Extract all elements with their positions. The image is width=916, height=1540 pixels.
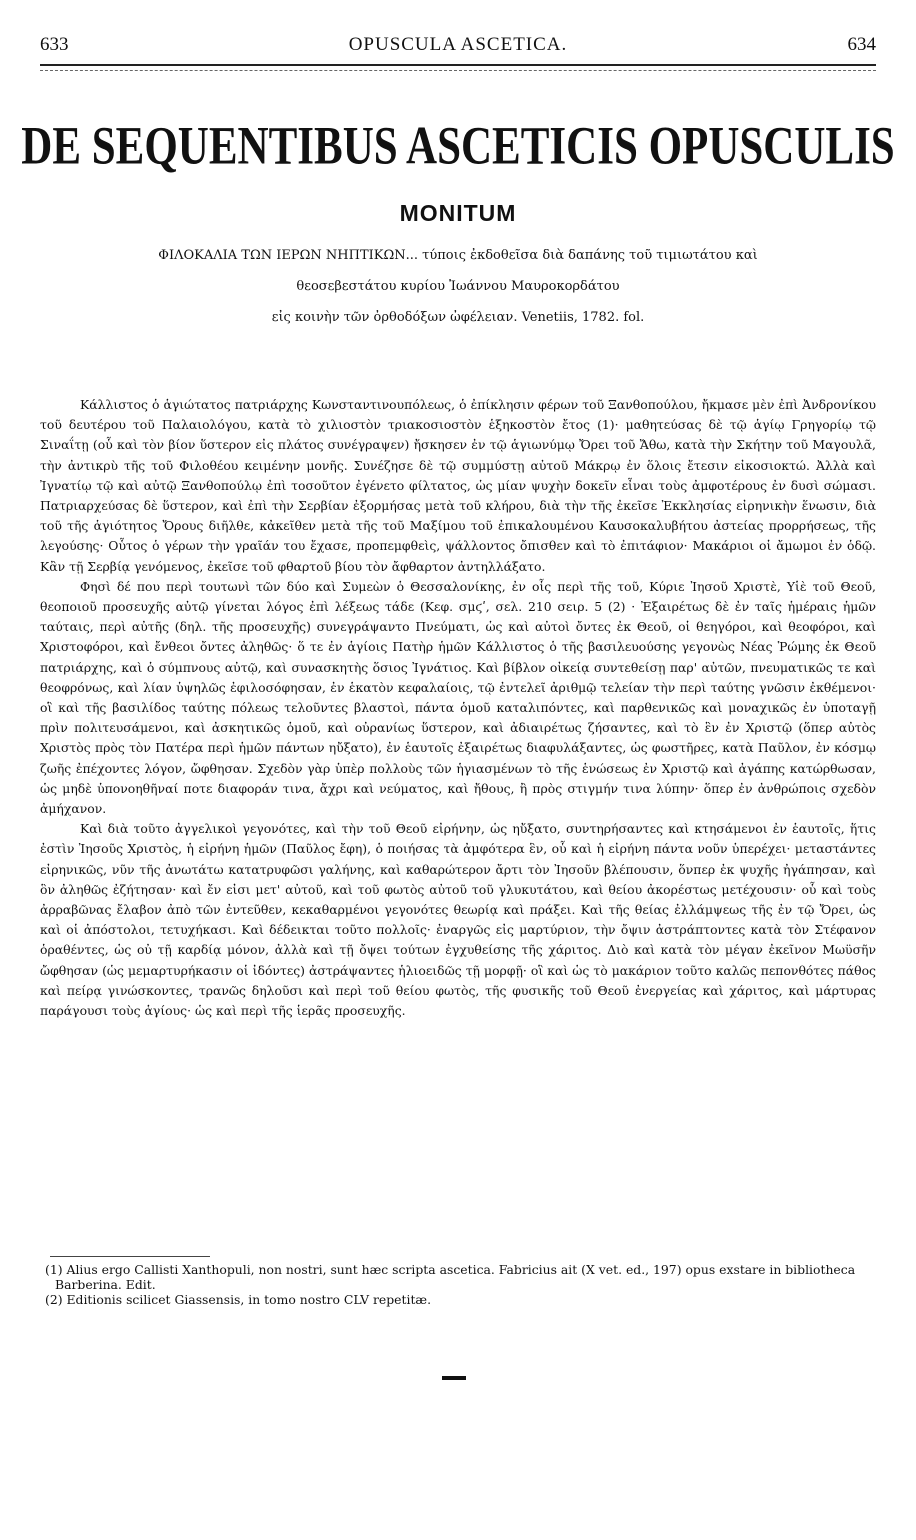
bibliographic-subtitle [70, 240, 846, 333]
end-mark [442, 1376, 466, 1380]
paragraph-2: Φησὶ δέ που περὶ τουτωνὶ τῶν δύο καὶ Συμεὼν ὁ Θεσσαλονίκης, ἐν οἷς περὶ τῆς τοῦ, Κύριε Ἰησοῦ Χριστὲ, Υἱὲ τοῦ Θεοῦ, θεοποιοῦ προσευχῆς αὐτῷ γίνεται λόγος ἐπὶ λέξεως τάδε (Κεφ. σμϛʹ, σελ. 210 σειρ. 5 (2) · Ἐξαιρέτως δὲ ἐν ταῖς ἡμέραις ἡμῶν ταύταις, περὶ αὐτῆς (δηλ. τῆς προσευχῆς) συνεγράψαντο Πνεύματι, ὡς καὶ αὐτοὶ ὄντες ἐκ Θεοῦ, οἱ θεηγόροι, καὶ θεοφόροι, καὶ Χριστοφόροι, καὶ ἔνθεοι ὄντες ἀληθῶς· ὅ τε ἐν ἁγίοις Πατὴρ ἡμῶν Κάλλιστος ὁ τῆς βασιλευούσης γεγονὼς Νέας Ῥώμης ἐκ Θεοῦ πατριάρχης, καὶ ὁ σύμπνους αὐτῷ, καὶ συνασκητὴς ὅσιος Ἰγνάτιος. Καὶ βίβλον οἰκείᾳ συντεθείσῃ παρ' αὐτῶν, πνευματικῶς τε καὶ θεοφρόνως, καὶ λίαν ὑψηλῶς ἐφιλοσόφησαν, ἐν ἑκατὸν κεφαλαίοις, τῷ ἐντελεῖ ἀριθμῷ τελείαν τὴν περὶ ταύτης γνῶσιν ἐκθέμενοι· οἳ καὶ τῆς βασιλίδος ταύτης πόλεως τελοῦντες βλαστοὶ, πάντα ὁμοῦ καταλιπόντες, καὶ παρθενικῶς καὶ μοναχικῶς ἐν ὑποταγῇ πρὶν πολιτευσάμενοι, καὶ ἀσκητικῶς ὁμοῦ, καὶ οὐρανίως ὕστερον, καὶ ἀδιαιρέτως ζήσαντες, καὶ τὸ ἓν ἐν Χριστῷ (ὅπερ αὐτὸς Χριστὸς πρὸς τὸν Πατέρα περὶ ἡμῶν πάντων ηὔξατο), ἐν ἑαυτοῖς ἐξαιρέτως διαφυλάξαντες, ὡς φωστῆρες, κατὰ Παῦλον, ἐν κόσμῳ ζωῆς ἐπέχοντες λόγον, ὤφθησαν. Σχεδὸν γὰρ ὑπὲρ πολλοὺς τῶν ἡγιασμένων τὸ τῆς ἑνώσεως ἐν Χριστῷ καὶ ἀγάπης κατώρθωσαν, ὡς μηδὲ ὑπονοηθῆναί ποτε διαφοράν τινα, ἄχρι καὶ νεύματος, καὶ ἤθους, ἢ πρὸς στιγμήν τινα λύπην· ὅπερ ἐν ἀνθρώποις σχεδὸν ἀμήχανον. [40, 578, 876, 817]
subtitle-line-2: θεοσεβεστάτου κυρίου Ἰωάννου Μαυροκορδάτου [296, 279, 620, 294]
running-title: OPUSCULA ASCETICA. [348, 34, 568, 55]
left-page-number: 633 [40, 34, 69, 55]
body-text [40, 395, 876, 1021]
header-rule [40, 64, 876, 66]
paragraph-3: Καὶ διὰ τοῦτο ἀγγελικοὶ γεγονότες, καὶ τὴν τοῦ Θεοῦ εἰρήνην, ὡς ηὔξατο, συντηρήσαντες καὶ κτησάμενοι ἐν ἑαυτοῖς, ἥτις ἐστὶν Ἰησοῦς Χριστὸς, ἡ εἰρήνη ἡμῶν (Παῦλος ἔφη), ὁ ποιήσας τὰ ἀμφότερα ἓν, οὗ καὶ ἡ εἰρήνη πάντα νοῦν ὑπερέχει· μεταστάντες εἰρηνικῶς, νῦν τῆς ἀνωτάτω κατατρυφῶσι γαλήνης, καὶ καθαρώτερον ἄρτι τὸν Ἰησοῦν βλέπουσιν, ὅνπερ ἐκ ψυχῆς ἠγάπησαν, καὶ ὃν ἀληθῶς ἐζήτησαν· καὶ ἔν εἰσι μετ' αὐτοῦ, καὶ τοῦ φωτὸς αὐτοῦ τοῦ γλυκυτάτου, καὶ θείου ἀκορέστως μετέχουσιν· οὗ καὶ τοὺς ἀρραβῶνας ἔλαβον ἀπὸ τῶν ἐντεῦθεν, κεκαθαρμένοι γεγονότες θεωρίᾳ καὶ πράξει. Καὶ τῆς θείας ἐλλάμψεως τῆς ἐν τῷ Ὄρει, ὡς καὶ οἱ ἀπόστολοι, τετυχήκασι. Καὶ δέδεικται τοῦτο πολλοῖς· ἐναργῶς εἰς μαρτύριον, τὴν ὄψιν ἀστράπτοντες κατὰ τὸν Στέφανον ὁραθέντες, ὡς οὐ τῇ καρδίᾳ μόνον, ἀλλὰ καὶ τῇ ὄψει τούτων ἐγχυθείσης τῆς χάριτος. Διὸ καὶ κατὰ τὸν μέγαν ἐκεῖνον Μωϋσῆν ὤφθησαν (ὡς μεμαρτυρήκασιν οἱ ἰδόντες) ἀστράψαντες ἡλιοειδῶς τῇ μορφῇ· οἳ καὶ ὡς τὸ μακάριον τοῦτο καλῶς πεπονθότες πάθος καὶ πείρᾳ γινώσκοντες, τρανῶς δηλοῦσι καὶ περὶ τοῦ θείου φωτὸς, τῆς φυσικῆς τοῦ Θεοῦ ἐνεργείας καὶ χάριτος, καὶ μάρτυρας παράγουσι τοὺς ἁγίους· ὡς καὶ περὶ τῆς ἱερᾶς προσευχῆς. [40, 821, 876, 1019]
header-rule-dashed [40, 70, 876, 71]
main-title: DE SEQUENTIBUS ASCETICIS OPUSCULIS [21, 117, 895, 176]
subtitle-line-1: ΦΙΛΟΚΑΛΙΑ ΤΩΝ ΙΕΡΩΝ ΝΗΠΤΙΚΩΝ... τύποις ἐκδοθεῖσα διὰ δαπάνης τοῦ τιμιωτάτου καὶ [158, 248, 758, 263]
paragraph-1: Κάλλιστος ὁ ἁγιώτατος πατριάρχης Κωνσταντινουπόλεως, ὁ ἐπίκλησιν φέρων τοῦ Ξανθοπούλου, ἤκμασε μὲν ἐπὶ Ἀνδρονίκου τοῦ δευτέρου τοῦ Παλαιολόγου, κατὰ τὸ χιλιοστὸν τριακοσιοστὸν ἑξηκοστὸν ἔτος (1)· μαθητεύσας δὲ τῷ ἁγίῳ Γρηγορίῳ τῷ Σιναΐτῃ (οὗ καὶ τὸν βίον ὕστερον εἰς πλάτος συνέγραψεν) ἤσκησεν ἐν τῷ ἁγιωνύμῳ Ὄρει τοῦ Ἄθω, κατὰ τὴν Σκήτην τοῦ Μαγουλᾶ, τὴν ἀντικρὺ τῆς τοῦ Φιλοθέου κειμένην μονῆς. Συνέζησε δὲ τῷ συμμύστῃ αὐτοῦ Μάκρῳ ἐν ὅλοις ἔτεσιν εἰκοσιοκτώ. Ἀλλὰ καὶ Ἰγνατίῳ τῷ καὶ αὐτῷ Ξανθοπούλῳ ἐπὶ τοσοῦτον ἐγένετο φίλτατος, ὡς μίαν ψυχὴν δοκεῖν εἶναι τοὺς ἀμφοτέρους ἐν δυσὶ σώμασι. Πατριαρχεύσας δὲ ὕστερον, καὶ ἐπὶ τὴν Σερβίαν ἐξορμήσας μετὰ τοῦ κλήρου, διὰ τὴν τῆς ἐκεῖσε Ἐκκλησίας εἰρηνικὴν ἕνωσιν, διὰ τοῦ τῆς ἁγιότητος Ὄρους διῆλθε, κἀκεῖθεν μετὰ τῆς τοῦ Μαξίμου τοῦ ἐπικαλουμένου Καυσοκαλυβήτου ἀστείας προρρήσεως, τῆς λεγούσης· Οὗτος ὁ γέρων τὴν γραῖάν του ἔχασε, προπεμφθεὶς, ψάλλοντος ὄπισθεν καὶ τὸ ἐπιτάφιον· Μακάριοι οἱ ἄμωμοι ἐν ὁδῷ. Κἂν τῇ Σερβίᾳ γενόμενος, ἐκεῖσε τοῦ φθαρτοῦ βίου τὸν ἄφθαρτον ἀντηλλάξατο. [40, 397, 876, 574]
footnotes [45, 1262, 876, 1307]
monitum-heading: MONITUM [399, 200, 517, 226]
footnote-2: (2) Editionis scilicet Giassensis, in tomo nostro CLV repetitæ. [45, 1292, 432, 1307]
right-page-number: 634 [847, 34, 876, 55]
subtitle-line-3: εἰς κοινὴν τῶν ὀρθοδόξων ὠφέλειαν. Venetiis, 1782. fol. [271, 310, 645, 325]
footnote-rule [50, 1256, 210, 1257]
footnote-1: (1) Alius ergo Callisti Xanthopuli, non nostri, sunt hæc scripta ascetica. Fabricius ait (X vet. ed., 197) opus exstare in bibliotheca Barberina. Edit. [45, 1262, 856, 1292]
running-header [40, 32, 876, 58]
